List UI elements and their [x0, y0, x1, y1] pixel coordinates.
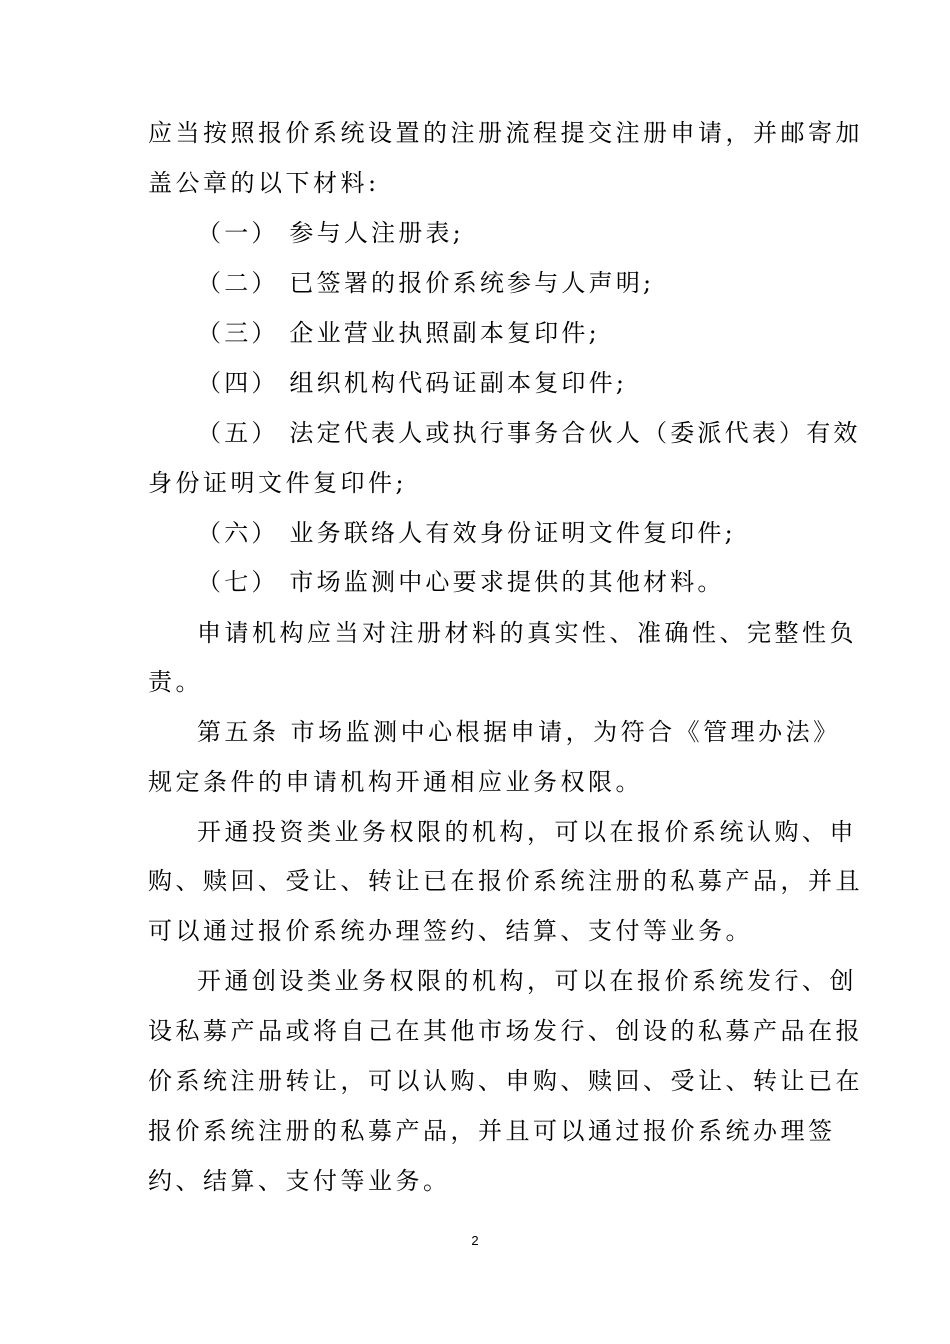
list-item: （六） 业务联络人有效身份证明文件复印件; [197, 519, 736, 547]
body-text-line: 可以通过报价系统办理签约、结算、支付等业务。 [148, 917, 753, 945]
body-text-line: 责。 [148, 668, 203, 696]
body-text-line: 盖公章的以下材料: [148, 169, 380, 197]
page-number: 2 [471, 1233, 479, 1248]
body-text-line: 身份证明文件复印件; [148, 469, 408, 497]
list-item: （三） 企业营业执照副本复印件; [197, 319, 600, 347]
body-text-line: 设私募产品或将自己在其他市场发行、创设的私募产品在报 [148, 1017, 863, 1045]
body-text-line: 应当按照报价系统设置的注册流程提交注册申请，并邮寄加 [148, 119, 863, 147]
list-item: （五） 法定代表人或执行事务合伙人（委派代表）有效 [197, 419, 861, 447]
list-item: （二） 已签署的报价系统参与人声明; [197, 269, 655, 297]
body-text-line: 申请机构应当对注册材料的真实性、准确性、完整性负 [197, 619, 857, 647]
body-text-line: 规定条件的申请机构开通相应业务权限。 [148, 768, 643, 796]
list-item: （七） 市场监测中心要求提供的其他材料。 [197, 568, 725, 596]
body-text-line: 价系统注册转让，可以认购、申购、赎回、受让、转让已在 [148, 1067, 863, 1095]
list-item: （一） 参与人注册表; [197, 219, 464, 247]
body-text-line: 购、赎回、受让、转让已在报价系统注册的私募产品，并且 [148, 867, 863, 895]
body-text-line: 开通投资类业务权限的机构，可以在报价系统认购、申 [197, 818, 857, 846]
body-text-line: 约、结算、支付等业务。 [148, 1167, 451, 1195]
list-item: （四） 组织机构代码证副本复印件; [197, 369, 628, 397]
body-text-line: 开通创设类业务权限的机构，可以在报价系统发行、创 [197, 967, 857, 995]
body-text-line: 报价系统注册的私募产品，并且可以通过报价系统办理签 [148, 1117, 836, 1145]
article-heading-line: 第五条 市场监测中心根据申请，为符合《管理办法》 [197, 718, 841, 746]
